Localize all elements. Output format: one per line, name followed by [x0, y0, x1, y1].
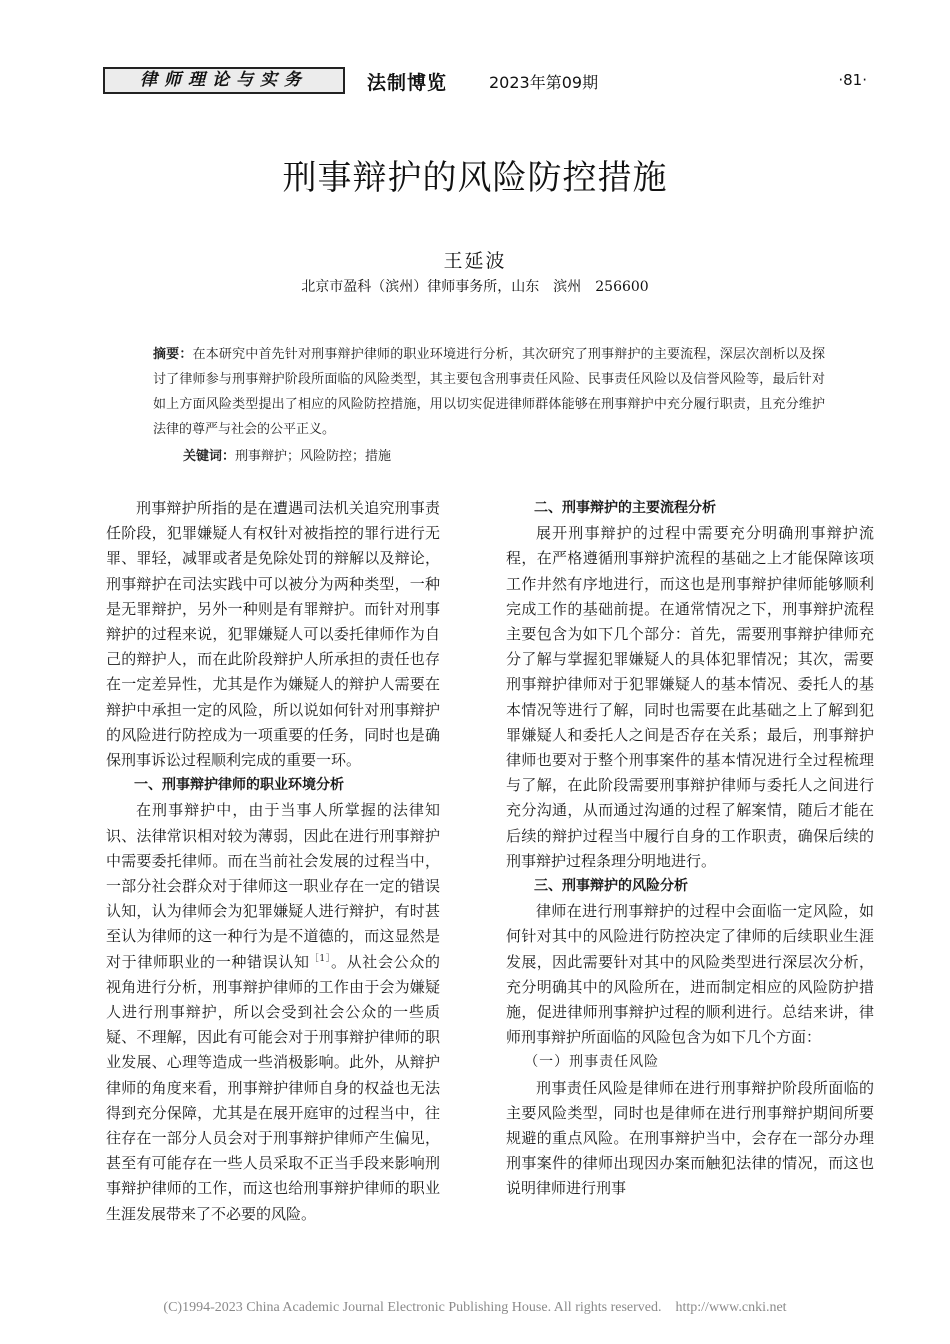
page-number: ·81·	[838, 71, 867, 89]
keywords-label: 关键词：	[183, 449, 236, 464]
right-column	[506, 496, 874, 1202]
section-3-heading: 三、刑事辩护的风险分析	[534, 878, 688, 895]
section-2-paragraph: 展开刑事辩护的过程中需要充分明确刑事辩护流程，在严格遵循刑事辩护流程的基础之上才能保障该项工作井然有序地进行，而这也是刑事辩护律师能够顺利完成工作的基础前提。在通常情况之下，刑事辩护流程主要包含为如下几个部分：首先，需要刑事辩护律师充分了解与掌握犯罪嫌疑人的具体犯罪情况；其次，需要刑事辩护律师对于犯罪嫌疑人的基本情况、委托人的基本情况等进行了解，同时也需要在此基础之上了解到犯罪嫌疑人和委托人之间是否存在关系；最后，刑事辩护律师也要对于整个刑事案件的基本情况进行全过程梳理与了解，在此阶段需要刑事辩护律师与委托人之间进行充分沟通，从而通过沟通的过程了解案情，随后才能在后续的辩护过程当中履行自身的工作职责，确保后续的刑事辩护过程条理分明地进行。	[506, 524, 874, 870]
article-title: 刑事辩护的风险防控措施	[282, 158, 668, 198]
keywords	[183, 445, 391, 464]
issue-label: 2023年第09期	[489, 73, 599, 92]
section-1-heading: 一、刑事辩护律师的职业环境分析	[134, 777, 344, 794]
section-1-text-b: 。从社会公众的视角进行分析，刑事辩护律师的工作由于会为嫌疑人进行刑事辩护，所以会受到社会公众的一些质疑、不理解，因此有可能会对于刑事辩护律师的职业发展、心理等造成一些消极影响。此外，从辩护律师的角度来看，刑事辩护律师自身的权益也无法得到充分保障，尤其是在展开庭审的过程当中，往往存在一部分人员会对于刑事辩护律师产生偏见，甚至有可能存在一些人员采取不正当手段来影响刑事辩护律师的工作，而这也给刑事辩护律师的职业生涯发展带来了不必要的风险。	[106, 952, 440, 1223]
copyright-footer: (C)1994-2023 China Academic Journal Electronic Publishing House. All rights reserved. http://www.cnki.net	[163, 1300, 787, 1315]
section-1-paragraph	[106, 798, 440, 1226]
author-name: 王延波	[443, 250, 507, 272]
running-header	[103, 67, 873, 94]
column-name: 律师理论与实务	[103, 67, 345, 94]
citation-1[interactable]: ［1］	[309, 953, 331, 964]
subsection-1-heading: （一）刑事责任风险	[524, 1054, 660, 1071]
section-1-text-a: 在刑事辩护中，由于当事人所掌握的法律知识、法律常识相对较为薄弱，因此在进行刑事辩护中需要委托律师。而在当前社会发展的过程当中，一部分社会群众对于律师这一职业存在一定的错误认知，认为律师会为犯罪嫌疑人进行辩护，有时甚至认为律师的这一种行为是不道德的，而这显然是对于律师职业的一种错误认知	[106, 801, 440, 971]
section-2-heading: 二、刑事辩护的主要流程分析	[534, 500, 716, 516]
abstract-text: 在本研究中首先针对刑事辩护律师的职业环境进行分析，其次研究了刑事辩护的主要流程，深层次剖析以及探讨了律师参与刑事辩护阶段所面临的风险类型，其主要包含刑事责任风险、民事责任风险以及信誉风险等，最后针对如上方面风险类型提出了相应的风险防控措施，用以切实促进律师群体能够在刑事辩护中充分履行职责，且充分维护法律的尊严与社会的公平正义。	[153, 347, 825, 437]
abstract-label: 摘要：	[153, 347, 193, 362]
subsection-1-paragraph: 刑事责任风险是律师在进行刑事辩护阶段所面临的主要风险类型，同时也是律师在进行刑事辩护期间所要规避的重点风险。在刑事辩护当中，会存在一部分办理刑事案件的律师出现因办案而触犯法律的情况，而这也说明律师进行刑事	[506, 1078, 874, 1198]
left-column	[106, 496, 440, 1227]
journal-name: 法制博览	[367, 72, 448, 94]
section-3-paragraph: 律师在进行刑事辩护的过程中会面临一定风险，如何针对其中的风险进行防控决定了律师的后续职业生涯发展，因此需要针对其中的风险类型进行深层次分析，充分明确其中的风险所在，进而制定相应的风险防护措施，促进律师刑事辩护过程的顺利进行。总结来讲，律师刑事辩护所面临的风险包含为如下几个方面：	[506, 902, 874, 1047]
intro-paragraph: 刑事辩护所指的是在遭遇司法机关追究刑事责任阶段，犯罪嫌疑人有权针对被指控的罪行进行无罪、罪轻，减罪或者是免除处罚的辩解以及辩论，刑事辩护在司法实践中可以被分为两种类型，一种是无罪辩护，另外一种则是有罪辩护。而针对刑事辩护的过程来说，犯罪嫌疑人可以委托律师作为自己的辩护人，而在此阶段辩护人所承担的责任也存在一定差异性，尤其是作为嫌疑人的辩护人需要在辩护中承担一定的风险，所以说如何针对刑事辩护的风险进行防控成为一项重要的任务，同时也是确保刑事诉讼过程顺利完成的重要一环。	[106, 499, 440, 770]
author-affiliation: 北京市盈科（滨州）律师事务所，山东 滨州 256600	[301, 279, 649, 295]
abstract	[153, 342, 825, 442]
keywords-text: 刑事辩护；风险防控；措施	[235, 449, 392, 464]
